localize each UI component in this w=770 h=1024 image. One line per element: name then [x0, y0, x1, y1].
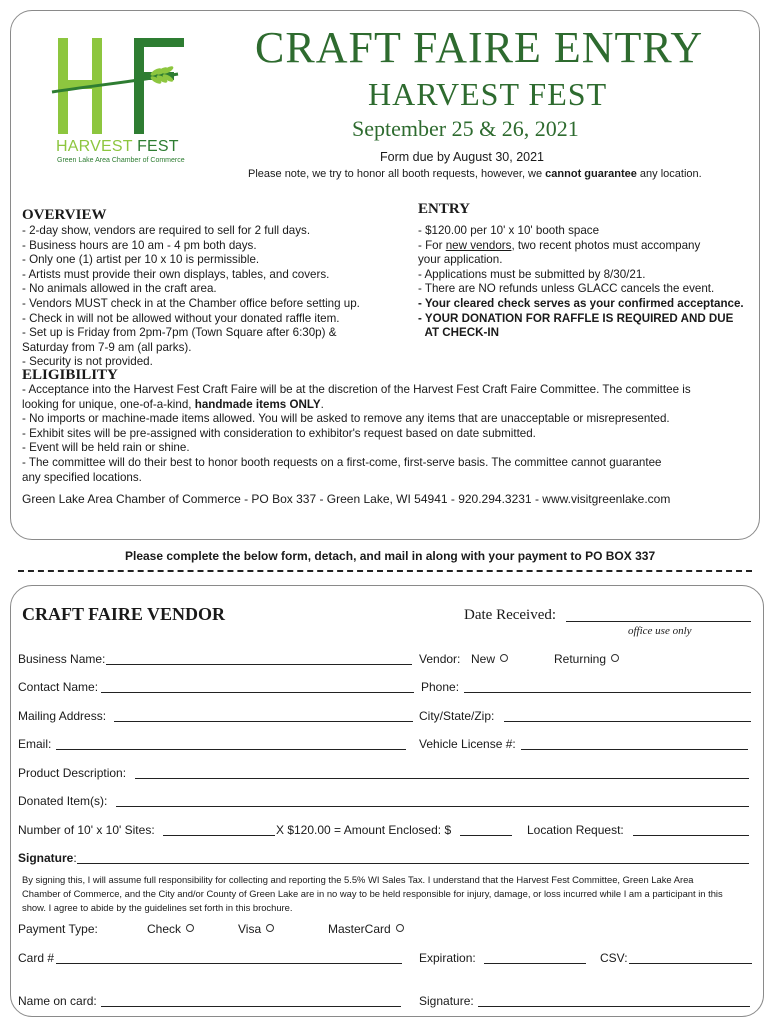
vendor-returning-radio[interactable]	[611, 654, 619, 662]
vendor-label: Vendor:	[419, 652, 461, 666]
form-title: CRAFT FAIRE VENDOR	[22, 604, 226, 624]
date-received-label: Date Received:	[464, 607, 557, 623]
payment-mastercard-label: MasterCard	[328, 922, 391, 936]
overview-item: - No animals allowed in the craft area.	[22, 282, 217, 296]
city-state-zip-label: City/State/Zip:	[419, 709, 495, 723]
entry-item: - Applications must be submitted by 8/30/21.	[418, 267, 646, 281]
booth-note-emphasis: cannot guarantee	[545, 168, 637, 180]
vehicle-license-label: Vehicle License #:	[419, 737, 516, 751]
payment-visa-label: Visa	[238, 922, 262, 936]
card-signature-label: Signature:	[419, 994, 474, 1008]
eligibility-item-text-end: .	[320, 397, 324, 411]
mailing-address-label: Mailing Address:	[18, 709, 107, 723]
card-signature-field[interactable]	[478, 1006, 750, 1007]
eligibility-item-text: - Acceptance into the Harvest Fest Craft Faire will be at the discretion of the Harvest Fest Craft Faire Committee. The committee is looking for unique, one-of-a-kind,	[22, 383, 691, 411]
overview-item: - Security is not provided.	[22, 355, 153, 369]
product-description-label: Product Description:	[18, 766, 127, 780]
vehicle-license-field[interactable]	[521, 749, 748, 750]
payment-mastercard-option[interactable]	[328, 922, 404, 936]
logo-word-fest: FEST	[137, 138, 179, 155]
contact-name-field[interactable]	[101, 692, 414, 693]
entry-item: - $120.00 per 10' x 10' booth space	[418, 224, 600, 237]
eligibility-heading: ELIGIBILITY	[22, 367, 118, 383]
page-title: CRAFT FAIRE ENTRY	[255, 23, 704, 72]
detach-instruction: Please complete the below form, detach, and mail in along with your payment to PO BOX 337	[125, 549, 656, 563]
csv-label: CSV:	[600, 951, 628, 965]
entry-list	[418, 224, 758, 341]
city-state-zip-field[interactable]	[504, 721, 751, 722]
donated-items-field[interactable]	[116, 806, 749, 807]
entry-item: - YOUR DONATION FOR RAFFLE IS REQUIRED AND DUE AT CHECK-IN	[418, 311, 734, 340]
card-number-label: Card #	[18, 951, 55, 965]
payment-visa-option[interactable]	[238, 922, 274, 936]
eligibility-list	[22, 383, 757, 485]
eligibility-item: - No imports or machine-made items allowed. You will be asked to remove any items that are unacceptable or misrepresented.	[22, 412, 670, 426]
logo-tagline: Green Lake Area Chamber of Commerce	[57, 157, 185, 164]
page-subtitle: HARVEST FEST	[368, 76, 608, 112]
entry-item-text: - For	[418, 238, 446, 252]
chamber-contact-line: Green Lake Area Chamber of Commerce - PO Box 337 - Green Lake, WI 54941 - 920.294.3231 - www.visitgreenlake.com	[22, 492, 671, 506]
office-use-note: office use only	[628, 625, 692, 637]
contact-name-label: Contact Name:	[18, 680, 99, 694]
booth-note-text-end: any location.	[636, 168, 702, 180]
email-field[interactable]	[56, 749, 406, 750]
phone-field[interactable]	[464, 692, 751, 693]
vendor-new-option[interactable]	[471, 652, 508, 666]
date-received-field[interactable]	[566, 621, 751, 622]
handmade-emphasis: handmade items ONLY	[194, 397, 321, 411]
donated-items-label: Donated Item(s):	[18, 794, 108, 808]
overview-list	[22, 224, 402, 370]
location-request-label: Location Request:	[527, 823, 624, 837]
number-sites-label: Number of 10' x 10' Sites:	[18, 823, 155, 837]
entry-item: - Your cleared check serves as your confirmed acceptance.	[418, 296, 744, 310]
amount-enclosed-field[interactable]	[460, 835, 512, 836]
overview-item: - 2-day show, vendors are required to sell for 2 full days.	[22, 224, 311, 237]
signature-field[interactable]	[77, 863, 749, 864]
logo-wordmark	[56, 138, 179, 156]
eligibility-item	[22, 383, 757, 412]
payment-check-option[interactable]	[147, 922, 194, 936]
signature-label-row: Signature:	[18, 851, 77, 865]
payment-visa-radio[interactable]	[266, 924, 274, 932]
entry-item	[418, 239, 758, 268]
booth-note	[248, 168, 702, 180]
vendor-returning-label: Returning	[554, 652, 607, 666]
overview-item: - Set up is Friday from 2pm-7pm (Town Square after 6:30p) & Saturday from 7-9 am (all parks).	[22, 326, 337, 354]
signature-label: Signature	[18, 851, 74, 865]
business-name-field[interactable]	[106, 664, 412, 665]
payment-mastercard-radio[interactable]	[396, 924, 404, 932]
vendor-new-label: New	[471, 652, 496, 666]
entry-heading: ENTRY	[418, 201, 470, 217]
csv-field[interactable]	[629, 963, 752, 964]
payment-check-label: Check	[147, 922, 182, 936]
eligibility-item: - Event will be held rain or shine.	[22, 441, 190, 455]
phone-label: Phone:	[421, 680, 460, 694]
entry-item: - There are NO refunds unless GLACC cancels the event.	[418, 282, 715, 296]
payment-type-label: Payment Type:	[18, 922, 98, 936]
location-request-field[interactable]	[633, 835, 749, 836]
expiration-label: Expiration:	[419, 951, 476, 965]
email-label: Email:	[18, 737, 52, 751]
product-description-field[interactable]	[135, 778, 749, 779]
overview-item: - Only one (1) artist per 10 x 10 is permissible.	[22, 253, 260, 267]
liability-disclaimer: By signing this, I will assume full responsibility for collecting and reporting the 5.5% WI Sales Tax. I understand that the Harvest Fest Committee, Green Lake Area Chamber of Commerce, and the City and/or County of Green Lake are in no way to be held responsible for injury, damage, or loss incurred while I am a participant in this show. I agree to abide by the guidelines set forth in this brochure.	[22, 874, 723, 913]
hf-monogram-icon	[50, 34, 190, 134]
vendor-returning-option[interactable]	[554, 652, 619, 666]
eligibility-item: - The committee will do their best to honor booth requests on a first-come, first-serve basis. The committee cannot guarantee any specified locations.	[22, 455, 662, 484]
eligibility-item: - Exhibit sites will be pre-assigned with consideration to exhibitor's request based on date submitted.	[22, 426, 536, 440]
mailing-address-field[interactable]	[114, 721, 413, 722]
logo-word-harvest: HARVEST	[56, 138, 133, 155]
new-vendors-emphasis: new vendors	[445, 238, 512, 252]
event-dates: September 25 & 26, 2021	[352, 116, 579, 141]
expiration-field[interactable]	[484, 963, 586, 964]
overview-item: - Artists must provide their own displays, tables, and covers.	[22, 267, 330, 281]
name-on-card-field[interactable]	[101, 1006, 401, 1007]
overview-item: - Vendors MUST check in at the Chamber office before setting up.	[22, 296, 360, 310]
name-on-card-label: Name on card:	[18, 994, 97, 1008]
overview-heading: OVERVIEW	[22, 207, 107, 223]
card-number-field[interactable]	[56, 963, 402, 964]
entry-item-text-end: , two recent photos must accompany your application.	[418, 238, 701, 267]
form-due-date: Form due by August 30, 2021	[380, 150, 544, 164]
booth-note-text: Please note, we try to honor all booth requests, however, we	[248, 168, 546, 180]
number-sites-field[interactable]	[163, 835, 275, 836]
amount-enclosed-label: X $120.00 = Amount Enclosed: $	[276, 823, 452, 837]
vendor-form-panel	[10, 585, 764, 1017]
overview-item: - Business hours are 10 am - 4 pm both days.	[22, 238, 257, 252]
detach-cut-line	[18, 570, 752, 572]
payment-check-radio[interactable]	[186, 924, 194, 932]
overview-item: - Check in will not be allowed without your donated raffle item.	[22, 311, 340, 325]
vendor-new-radio[interactable]	[500, 654, 508, 662]
business-name-label: Business Name:	[18, 652, 106, 666]
